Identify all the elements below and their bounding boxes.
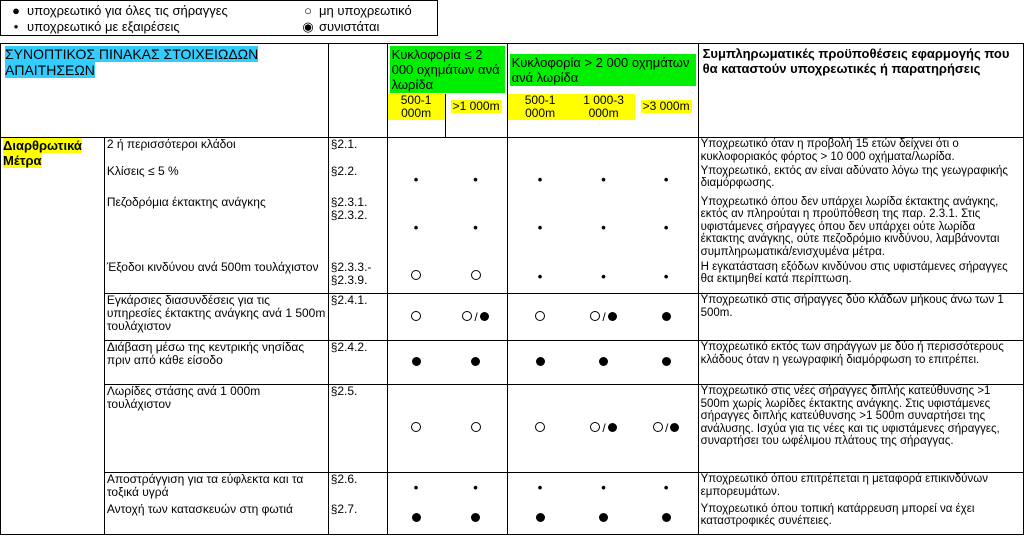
slash-separator: /: [602, 309, 606, 324]
requirement-cell: [635, 165, 698, 196]
requirement-cell: [445, 138, 508, 165]
group-high-label: Κυκλοφορία > 2 000 οχημάτων ανά λωρίδα: [510, 54, 696, 86]
requirement-cell: [507, 503, 572, 535]
table-title-cell: [1, 44, 329, 138]
col-high-2: 1 000-3 000m: [573, 94, 635, 120]
filled-dot-icon: [471, 357, 480, 366]
table-row: [1, 294, 1024, 341]
filled-dot-icon: [662, 513, 671, 522]
star-bullet-icon: •: [601, 172, 606, 187]
star-bullet-icon: •: [473, 172, 478, 187]
filled-dot-icon: [599, 357, 608, 366]
slash-separator: /: [602, 421, 606, 435]
row-label: Διάβαση μέσω της κεντρικής νησίδας πριν από κάθε είσοδο: [104, 341, 328, 385]
row-note: Υποχρεωτικό όπου δεν υπάρχει λωρίδα έκτακτης ανάγκης, εκτός αν πληρούται η προϋπόθεση της παρ. 2.3.1. Στις υφιστάμενες σήραγγες όπου δεν υπάρχει ούτε λωρίδα έκτακτης ανάγκης, ούτε πεζοδρόμιο κινδύνου, λαμβάνονται συμπληρωματικά/ενισχυμένα μέτρα.: [698, 196, 1023, 261]
star-bullet-icon: •: [537, 172, 543, 187]
star-bullet-icon: •: [601, 268, 606, 284]
row-label: 2 ή περισσότεροι κλάδοι: [104, 138, 328, 165]
requirement-cell: [507, 294, 572, 341]
row-note: Υποχρεωτικό όπου επιτρέπεται η μεταφορά επικινδύνων εμπορευμάτων.: [698, 473, 1023, 503]
filled-dot-icon: [536, 513, 545, 522]
row-reference: §2.1.: [328, 138, 387, 165]
filled-dot-icon: [536, 357, 545, 366]
filled-dot-icon: [412, 513, 421, 522]
col-high-1: 500-1 000m: [508, 94, 573, 120]
empty-circle-icon: [411, 270, 421, 280]
star-bullet-icon: •: [413, 479, 419, 495]
requirement-cell: [507, 385, 572, 473]
empty-circle-icon: [590, 311, 600, 321]
requirement-cell: [572, 196, 634, 261]
star-bullet-icon: •: [601, 220, 606, 235]
star-bullet-icon: •: [663, 268, 669, 284]
table-title: ΣΥΝΟΠΤΙΚΟΣ ΠΙΝΑΚΑΣ ΣΤΟΙΧΕΙΩΔΩΝ ΑΠΑΙΤΗΣΕΩΝ: [5, 46, 259, 78]
row-note: Υποχρεωτικό όταν η προβολή 15 ετών δείχνει ότι ο κυκλοφοριακός φόρτος > 10 000 οχήματα/λωρίδα.: [698, 138, 1023, 165]
requirement-cell: [387, 385, 444, 473]
star-bullet-icon: •: [663, 220, 669, 235]
legend-recommended: ◉ συνιστάται: [297, 19, 379, 34]
requirement-cell: [507, 165, 572, 196]
table-row: [1, 473, 1024, 503]
requirement-cell: [572, 341, 634, 385]
col-low-1: 500-1 000m: [388, 94, 445, 120]
requirement-cell: [387, 165, 444, 196]
filled-dot-icon: [599, 513, 608, 522]
table-header-row: [1, 44, 1024, 138]
filled-dot-icon: [662, 357, 671, 366]
requirement-cell: [507, 341, 572, 385]
row-note: Η εγκατάσταση εξόδων κινδύνου στις υφιστάμενες σήραγγες θα εκτιμηθεί κατά περίπτωση.: [698, 261, 1023, 294]
row-note: Υποχρεωτικό στις σήραγγες δύο κλάδων μήκους άνω των 1 500m.: [698, 294, 1023, 341]
row-note: Υποχρεωτικό όπου τοπική κατάρρευση μπορεί να έχει καταστροφικές συνέπειες.: [698, 503, 1023, 535]
row-reference: §2.7.: [328, 503, 387, 535]
requirement-cell: [572, 261, 634, 294]
star-bullet-icon: •: [537, 220, 543, 235]
filled-dot-icon: [608, 312, 617, 321]
star-bullet-icon: •: [601, 479, 606, 495]
filled-dot-icon: [608, 423, 617, 432]
requirement-cell: [635, 138, 698, 165]
requirement-cell: [445, 165, 508, 196]
requirement-cell: [572, 385, 634, 473]
requirement-cell: [507, 138, 572, 165]
category-label: Διαρθρωτικά Μέτρα: [3, 138, 82, 168]
star-bullet-icon: •: [663, 479, 669, 495]
requirement-cell: [635, 294, 698, 341]
empty-circle-icon: ○: [304, 3, 312, 18]
requirement-cell: [635, 473, 698, 503]
star-bullet-icon: •: [473, 479, 478, 495]
group-low-cell: [387, 44, 507, 138]
row-reference: §2.4.1.: [328, 294, 387, 341]
notes-header: Συμπληρωματικές προϋποθέσεις εφαρμογής που θα καταστούν υποχρεωτικές ή παρατηρήσεις: [698, 44, 1023, 138]
table-row: [1, 138, 1024, 165]
requirement-cell: [507, 473, 572, 503]
empty-circle-icon: [411, 311, 421, 321]
empty-circle-icon: [535, 311, 545, 321]
legend-box: [0, 0, 438, 36]
group-high-cell: [507, 44, 698, 138]
table-row: [1, 503, 1024, 535]
requirement-cell: [572, 294, 634, 341]
requirement-cell: [387, 261, 444, 294]
requirement-cell: [445, 261, 508, 294]
row-label: Αποστράγγιση για τα εύφλεκτα και τα τοξικά υγρά: [104, 473, 328, 503]
requirement-cell: [635, 261, 698, 294]
table-row: [1, 341, 1024, 385]
empty-circle-icon: [471, 422, 481, 432]
row-reference: §2.5.: [328, 385, 387, 473]
row-reference: §2.6.: [328, 473, 387, 503]
row-note: Υποχρεωτικό στις νέες σήραγγες διπλής κατεύθυνσης >1 500m χωρίς λωρίδες έκτακτης ανάγκης. Στις υφιστάμενες σήραγγες διπλής κατεύθυνσης >1 500m συναρτήσει της ανάλυσης. Ισχύα για τις νέες και τις υφιστάμενες σήραγγες, συναρτήσει του ωφέλιμου πλάτους της σήραγγας.: [698, 385, 1023, 473]
target-circle-icon: ◉: [302, 19, 314, 34]
row-label: Κλίσεις ≤ 5 %: [104, 165, 328, 196]
filled-dot-icon: [412, 357, 421, 366]
ref-header-cell: [328, 44, 387, 138]
star-bullet-icon: •: [663, 172, 669, 187]
legend-mandatory-except: • υποχρεωτικό με εξαιρέσεις: [5, 19, 180, 34]
row-reference: §2.4.2.: [328, 341, 387, 385]
table-row: [1, 261, 1024, 294]
row-label: Αντοχή των κατασκευών στη φωτιά: [104, 503, 328, 535]
star-bullet-icon: •: [537, 268, 543, 284]
star-bullet-icon: •: [13, 19, 19, 34]
filled-dot-icon: [480, 312, 489, 321]
requirement-cell: [572, 138, 634, 165]
group-low-label: Κυκλοφορία ≤ 2 000 οχημάτων ανά λωρίδα: [390, 46, 505, 93]
requirement-cell: [445, 341, 508, 385]
row-note: Υποχρεωτικό εκτός των σηράγγων με δύο ή περισσότερους κλάδους όταν η γεωγραφική διαμόρφωση το επιτρέπει.: [698, 341, 1023, 385]
row-note: Υποχρεωτικό, εκτός αν είναι αδύνατο λόγω της γεωγραφικής διαμόρφωσης.: [698, 165, 1023, 196]
star-bullet-icon: •: [413, 172, 419, 187]
requirement-cell: [572, 503, 634, 535]
col-high-3: >3 000m: [642, 99, 690, 113]
category-cell: [1, 138, 105, 535]
requirement-cell: [387, 196, 444, 261]
requirement-cell: [507, 261, 572, 294]
requirement-cell: [635, 341, 698, 385]
row-label: Έξοδοι κινδύνου ανά 500m τουλάχιστον: [104, 261, 328, 294]
table-row: [1, 165, 1024, 196]
star-bullet-icon: •: [413, 220, 419, 235]
requirement-cell: [635, 503, 698, 535]
row-reference: §2.3.3.- §2.3.9.: [328, 261, 387, 294]
requirement-cell: [445, 473, 508, 503]
requirement-cell: [387, 294, 444, 341]
table-row: [1, 385, 1024, 473]
slash-separator: /: [664, 421, 669, 435]
legend-not-mandatory: ○ μη υποχρεωτικό: [297, 3, 412, 18]
requirement-cell: [387, 473, 444, 503]
star-bullet-icon: •: [473, 220, 478, 235]
requirement-cell: [572, 473, 634, 503]
requirement-cell: [387, 341, 444, 385]
col-low-2: >1 000m: [452, 99, 500, 113]
empty-circle-icon: [462, 311, 472, 321]
table-row: [1, 196, 1024, 261]
row-reference: §2.3.1. §2.3.2.: [328, 196, 387, 261]
empty-circle-icon: [471, 270, 481, 280]
empty-circle-icon: [590, 422, 600, 432]
star-bullet-icon: •: [537, 479, 543, 495]
filled-dot-icon: ●: [12, 3, 20, 18]
row-label: Πεζοδρόμια έκτακτης ανάγκης: [104, 196, 328, 261]
requirement-cell: [635, 196, 698, 261]
filled-dot-icon: [662, 312, 671, 321]
requirement-cell: [387, 138, 444, 165]
requirement-cell: [445, 385, 508, 473]
requirement-cell: [507, 196, 572, 261]
requirement-cell: [635, 385, 698, 473]
requirement-cell: [387, 503, 444, 535]
empty-circle-icon: [653, 422, 663, 432]
filled-dot-icon: [471, 513, 480, 522]
requirement-cell: [445, 196, 508, 261]
empty-circle-icon: [411, 422, 421, 432]
legend-mandatory-all: ● υποχρεωτικό για όλες τις σήραγγες: [5, 3, 228, 18]
row-reference: §2.2.: [328, 165, 387, 196]
requirement-cell: [572, 165, 634, 196]
empty-circle-icon: [535, 422, 545, 432]
slash-separator: /: [474, 309, 478, 324]
requirements-table: [0, 43, 1024, 535]
filled-dot-icon: [670, 423, 679, 432]
row-label: Λωρίδες στάσης ανά 1 000m τουλάχιστον: [104, 385, 328, 473]
requirement-cell: [445, 503, 508, 535]
requirement-cell: [445, 294, 508, 341]
row-label: Εγκάρσιες διασυνδέσεις για τις υπηρεσίες έκτακτης ανάγκης ανά 1 500m τουλάχιστον: [104, 294, 328, 341]
